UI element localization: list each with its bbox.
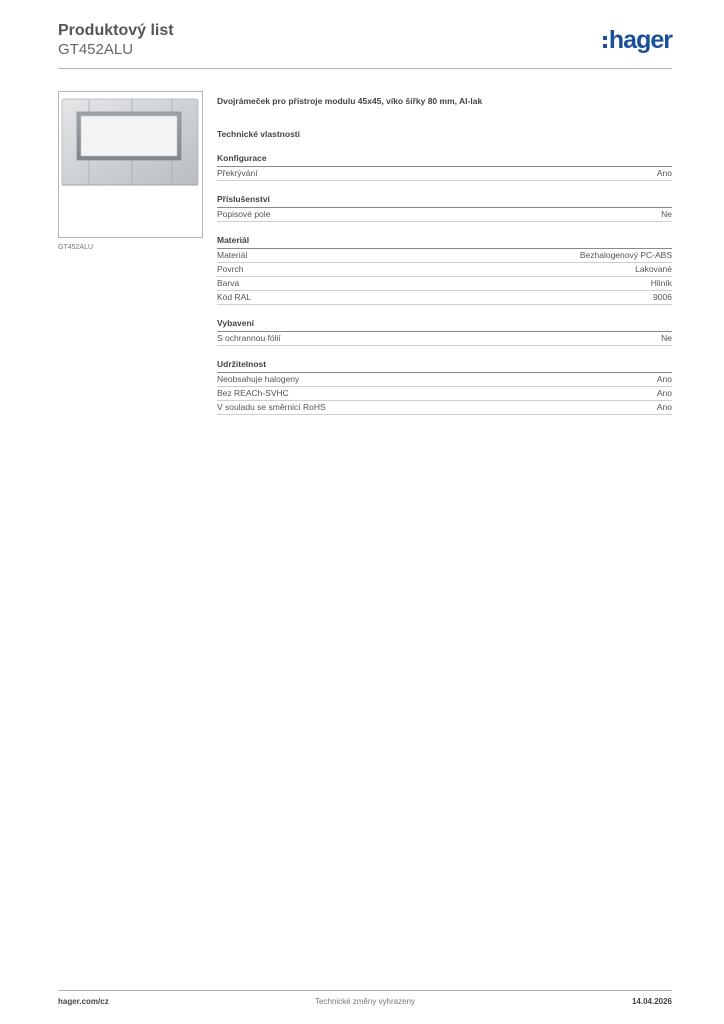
section-title: Vybavení	[217, 318, 672, 332]
row-label: V souladu se směrnicí RoHS	[217, 402, 326, 412]
section-sustainability	[217, 359, 672, 415]
document-title: Produktový list	[58, 22, 174, 39]
row-value: Ano	[656, 388, 672, 398]
table-row	[217, 263, 672, 277]
table-row	[217, 401, 672, 415]
document-date: 14.04.2026	[631, 997, 672, 1006]
product-description: Dvojrámeček pro přístroje modulu 45x45, víko šířky 80 mm, Al-lak	[217, 96, 483, 106]
page-header	[58, 22, 672, 68]
table-row	[217, 332, 672, 346]
website-link[interactable]: hager.com/cz	[58, 997, 109, 1006]
row-value: Ne	[661, 333, 672, 343]
section-equipment	[217, 318, 672, 346]
section-title: Materiál	[217, 235, 672, 249]
hager-logo	[603, 26, 672, 54]
table-row	[217, 249, 672, 263]
section-accessories	[217, 194, 672, 222]
technical-properties-heading: Technické vlastnosti	[217, 129, 300, 139]
footer-divider	[58, 990, 672, 991]
row-value: Ano	[656, 374, 672, 384]
row-label: Kód RAL	[217, 292, 252, 302]
row-label: Materiál	[217, 250, 248, 260]
logo-text: hager	[608, 26, 672, 54]
page-footer	[58, 997, 672, 1009]
section-title: Příslušenství	[217, 194, 672, 208]
table-row	[217, 373, 672, 387]
row-value: Ne	[661, 209, 672, 219]
image-caption: GT452ALU	[58, 244, 94, 251]
row-label: Bez REACh-SVHC	[217, 388, 289, 398]
row-label: Překrývání	[217, 168, 258, 178]
table-row	[217, 208, 672, 222]
row-label: Neobsahuje halogeny	[217, 374, 300, 384]
product-image	[58, 91, 203, 238]
row-label: Povrch	[217, 264, 244, 274]
table-row	[217, 167, 672, 181]
section-title: Udržitelnost	[217, 359, 672, 373]
frame-illustration-icon	[59, 92, 202, 237]
header-divider	[58, 68, 672, 69]
table-row	[217, 387, 672, 401]
row-label: S ochrannou fólií	[217, 333, 281, 343]
row-value: 9006	[653, 292, 672, 302]
row-value: Ano	[656, 402, 672, 412]
row-value: Bezhalogenový PC-ABS	[579, 250, 672, 260]
row-value: Hliník	[650, 278, 672, 288]
product-details	[217, 96, 672, 415]
table-row	[217, 291, 672, 305]
row-label: Barva	[217, 278, 240, 288]
section-configuration	[217, 153, 672, 181]
row-value: Lakované	[635, 264, 672, 274]
section-title: Konfigurace	[217, 153, 672, 167]
section-material	[217, 235, 672, 305]
logo-dots-icon	[603, 36, 607, 48]
changes-notice: Technické změny vyhrazeny	[314, 997, 416, 1006]
table-row	[217, 277, 672, 291]
row-value: Ano	[656, 168, 672, 178]
product-code: GT452ALU	[58, 41, 134, 58]
row-label: Popisové pole	[217, 209, 271, 219]
